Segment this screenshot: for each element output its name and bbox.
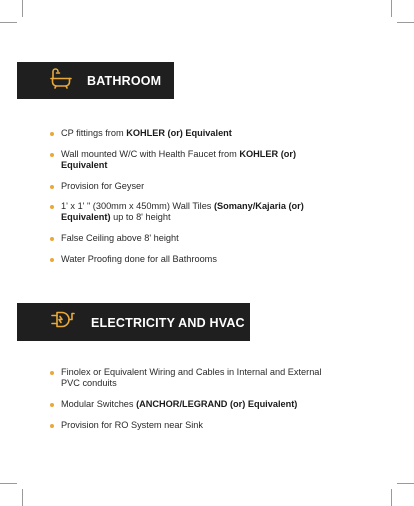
list-item: False Ceiling above 8' height bbox=[50, 233, 310, 244]
list-item: 1' x 1' " (300mm x 450mm) Wall Tiles (Somany/Kajaria (or) Equivalent) up to 8' height bbox=[50, 201, 310, 223]
list-item: Provision for RO System near Sink bbox=[50, 420, 336, 431]
crop-mark bbox=[391, 0, 392, 17]
section-banner-bathroom bbox=[17, 62, 174, 99]
list-item: Wall mounted W/C with Health Faucet from KOHLER (or) Equivalent bbox=[50, 149, 310, 171]
section-banner-electricity bbox=[17, 303, 250, 341]
list-item: Finolex or Equivalent Wiring and Cables in Internal and External PVC conduits bbox=[50, 367, 336, 389]
list-item: Modular Switches (ANCHOR/LEGRAND (or) Equivalent) bbox=[50, 399, 336, 410]
section-title: ELECTRICITY AND HVAC bbox=[91, 316, 245, 330]
crop-mark bbox=[22, 489, 23, 506]
bathroom-list bbox=[50, 128, 310, 265]
crop-mark bbox=[0, 22, 17, 23]
bathtub-icon bbox=[49, 67, 73, 94]
list-item: Water Proofing done for all Bathrooms bbox=[50, 254, 310, 265]
list-item: Provision for Geyser bbox=[50, 181, 310, 192]
section-title: BATHROOM bbox=[87, 74, 162, 88]
crop-mark bbox=[391, 489, 392, 506]
crop-mark bbox=[397, 483, 414, 484]
crop-mark bbox=[0, 483, 17, 484]
crop-mark bbox=[397, 22, 414, 23]
electricity-list bbox=[50, 367, 336, 431]
list-item: CP fittings from KOHLER (or) Equivalent bbox=[50, 128, 310, 139]
plug-icon bbox=[49, 309, 75, 336]
crop-mark bbox=[22, 0, 23, 17]
